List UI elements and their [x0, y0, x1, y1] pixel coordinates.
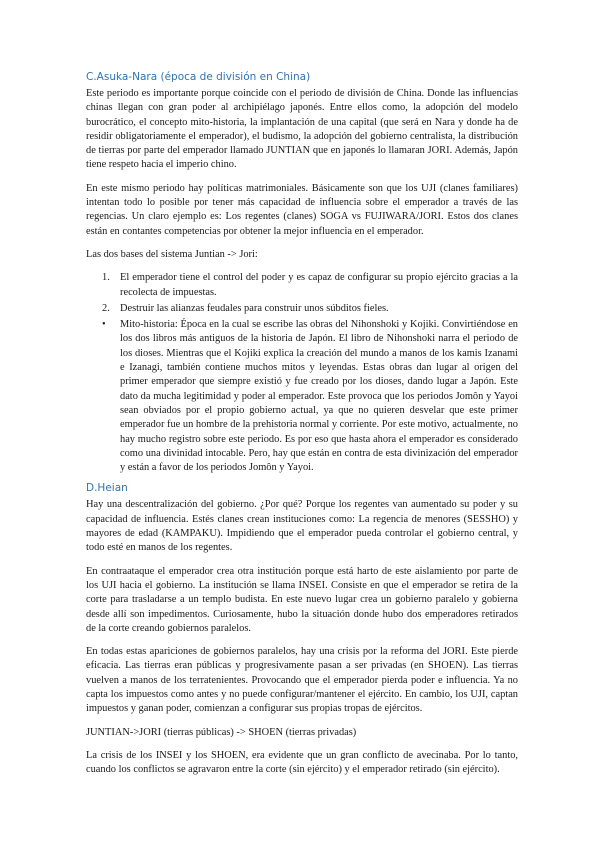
section-heian — [86, 481, 518, 777]
list-item-text: Destruir las alianzas feudales para construir unos súbditos fieles. — [120, 302, 389, 314]
list-bullet: • — [102, 319, 106, 331]
juntian-bases-list — [86, 271, 518, 475]
list-item — [102, 302, 518, 316]
paragraph: En este mismo periodo hay políticas matrimoniales. Básicamente son que los UJI (clanes familiares) intentan todo lo posible por tener más capacidad de influencia sobre el emperador a través de las regencias. Un claro ejemplo es: Los regentes (clanes) SOGA vs FUJIWARA/JORI. Estos dos clanes están en contantes competencias por obtener la mejor influencia en el emperador. — [86, 182, 518, 237]
paragraph: Las dos bases del sistema Juntian -> Jori: — [86, 248, 258, 260]
section-heading: C.Asuka-Nara (época de división en China) — [86, 71, 311, 83]
list-item-text: Mito-historia: Época en la cual se escribe las obras del Nihonshoki y Kojiki. Convirtiéndose en los dos libros más antiguos de la historia de Japón. El libro de Nihonshoki narra el periodo de los dioses. Mientras que el Kojiki explica la creación del mundo a manos de los kamis Izanami e Izanagi, también contiene muchos mitos y leyendas. Estas obras dan lugar al origen del primer emperador que siempre existió y fue creado por los dioses, dando lugar a Japón. Este dato da mucha legitimidad y poder al emperador. Este provoca que los periodos Jomôn y Yayoi sean obviados por el propio gobierno actual, ya que no quieren desvelar que este primer emperador fue un hombre de la prehistoria normal y corriente. Por este motivo, actualmente, no hay mucho registro sobre este periodo. Es por eso que hasta ahora el emperador es considerado como una divinidad intocable. Pero, hay que están en contra de esta divinización del emperador y están a favor de los periodos Jomôn y Yayoi. — [120, 319, 518, 474]
list-item-text: El emperador tiene el control del poder y es capaz de configurar su propio ejército gracias a la recolecta de impuestas. — [120, 272, 518, 298]
paragraph: La crisis de los INSEI y los SHOEN, era evidente que un gran conflicto de avecinaba. Por lo tanto, cuando los conflictos se agravaron entre la corte (sin ejército) y el emperador retirado (sin ejército). — [86, 749, 518, 776]
list-item — [102, 271, 518, 300]
section-heading: D.Heian — [86, 482, 128, 495]
list-item — [102, 318, 518, 475]
paragraph: En contraataque el emperador crea otra institución porque está harto de este aislamiento por parte de los UJI hacia el gobierno. La institución se llama INSEI. Consiste en que el emperador se retira de la corte para trasladarse a un templo budista. En este nuevo lugar crea un gobierno paralelo y gobierna desde allí son impedimentos. Curiosamente, hubo la situación donde hubo dos emperadores retirados de la corte creando gobiernos paralelos. — [86, 565, 518, 634]
paragraph: Este periodo es importante porque coincide con el periodo de división de China. Donde las influencias chinas llegan con gran poder al archipiélago japonés. Entre ellos como, la adopción del modelo burocrático, el concepto mito-historia, la implantación de una capital (que será en Nara y donde ha de residir obligatoriamente el emperador), el budismo, la adopción del gobierno centralista, la distribución de tierras por parte del emperador llamado JUNTIAN que en japonés lo llamaran JORI. Además, Japón tiene respeto hacia el imperio chino. — [86, 88, 518, 171]
list-marker: 2. — [102, 302, 110, 314]
paragraph: JUNTIAN->JORI (tierras públicas) -> SHOEN (tierras privadas) — [86, 726, 357, 738]
list-marker: 1. — [102, 272, 110, 284]
paragraph: Hay una descentralización del gobierno. ¿Por qué? Porque los regentes van aumentado su poder y su capacidad de influencia. Estés clanes crean instituciones como: La regencia de menores (SESSHO) y mayores de edad (KAMPAKU). Impidiendo que el emperador pueda controlar el gobierno central, y todo esté en manos de los regentes. — [86, 499, 518, 554]
paragraph: En todas estas apariciones de gobiernos paralelos, hay una crisis por la reforma del JORI. Este pierde eficacia. Las tierras eran públicas y progresivamente pasan a ser privadas (en SHOEN). Las tierras vuelven a manos de los terratenientes. Provocando que el emperador pierda poder e influencia. Ya no capta los impuestos como antes y no puede configurar/mantener el ejército. En cambio, los UJI, captan impuestos y ganan poder, comienzan a configurar sus propias tropas de ejércitos. — [86, 646, 518, 715]
section-asuka-nara — [86, 70, 518, 475]
